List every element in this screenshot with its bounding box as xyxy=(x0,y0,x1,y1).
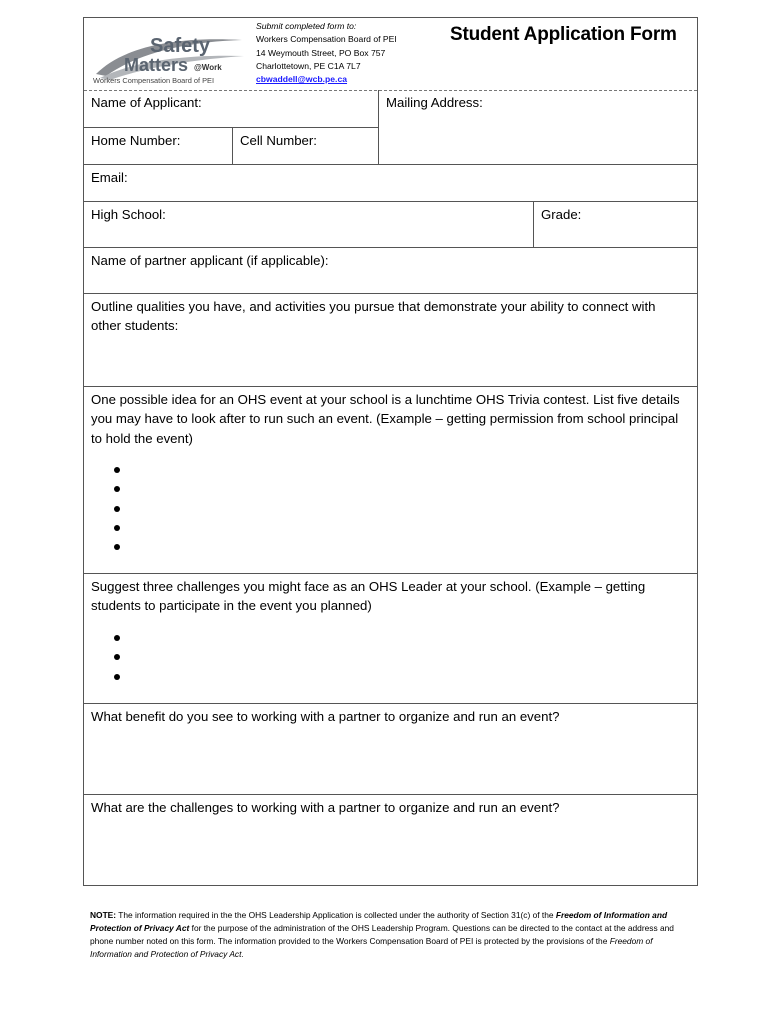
application-form xyxy=(83,17,698,886)
logo-line1: Safety xyxy=(150,35,211,57)
partner-name-label: Name of partner applicant (if applicable): xyxy=(91,253,329,268)
qualities-question-text: Outline qualities you have, and activities you pursue that demonstrate your ability to connect with other students: xyxy=(91,299,656,334)
submission-address xyxy=(256,20,397,86)
challenges-question[interactable] xyxy=(84,573,697,703)
cell-number-label: Cell Number: xyxy=(240,133,317,148)
address-line: 14 Weymouth Street, PO Box 757 xyxy=(256,47,386,58)
contact-email-link[interactable]: cbwaddell@wcb.pe.ca xyxy=(256,74,348,85)
note-act-name: Freedom of Information and Protection of Privacy Act. xyxy=(90,936,653,960)
cell-number-field[interactable] xyxy=(232,127,378,164)
address-line: Workers Compensation Board of PEI xyxy=(256,34,397,45)
note-act-name: Freedom of Information and Protection of Privacy Act xyxy=(90,910,668,934)
email-field[interactable] xyxy=(84,164,697,201)
mailing-address-field[interactable] xyxy=(378,90,697,164)
submit-intro: Submit completed form to: xyxy=(256,21,357,31)
logo-suffix: @Work xyxy=(194,63,222,72)
form-title: Student Application Form xyxy=(450,24,677,45)
home-number-label: Home Number: xyxy=(91,133,181,148)
partner-benefit-question-text: What benefit do you see to working with a partner to organize and run an event? xyxy=(91,709,560,724)
mailing-address-label: Mailing Address: xyxy=(386,95,483,110)
logo-line2: Matters xyxy=(124,55,189,75)
note-text: for the purpose of the administration of the OHS Leadership Program. Questions can be directed to the contact at the address and phone number noted on this form. The information provided to the Workers Compensation Board of PEI is protected by the provisions of the xyxy=(90,923,674,947)
note-text: The information required in the the OHS Leadership Application is collected under the authority of Section 31(c) of the xyxy=(116,910,556,920)
high-school-field[interactable] xyxy=(84,202,533,247)
high-school-label: High School: xyxy=(91,207,166,222)
grade-label: Grade: xyxy=(541,207,582,222)
partner-challenges-question[interactable] xyxy=(84,794,697,885)
logo-org: Workers Compensation Board of PEI xyxy=(93,76,215,85)
event-question[interactable] xyxy=(84,386,697,573)
partner-challenges-question-text: What are the challenges to working with a partner to organize and run an event? xyxy=(91,800,560,815)
partner-benefit-question[interactable] xyxy=(84,703,697,794)
form-header xyxy=(84,18,697,91)
email-label: Email: xyxy=(91,170,128,185)
challenges-question-text: Suggest three challenges you might face as an OHS Leader at your school. (Example – getting students to participate in the event you planned) xyxy=(91,579,646,614)
qualities-question[interactable] xyxy=(84,293,697,386)
address-line: Charlottetown, PE C1A 7L7 xyxy=(256,60,361,71)
grade-field[interactable] xyxy=(533,202,697,247)
name-applicant-label: Name of Applicant: xyxy=(91,95,202,110)
note-label: NOTE: xyxy=(90,910,117,920)
safety-matters-logo xyxy=(92,28,247,88)
home-number-field[interactable] xyxy=(84,127,232,164)
privacy-note xyxy=(90,909,686,961)
event-question-text: One possible idea for an OHS event at your school is a lunchtime OHS Trivia contest. List five details you may have to look after to run such an event. (Example – getting permission from school principal to hold the event) xyxy=(91,392,680,446)
contact-block xyxy=(84,90,697,164)
school-row xyxy=(84,201,697,247)
partner-name-field[interactable] xyxy=(84,247,697,293)
